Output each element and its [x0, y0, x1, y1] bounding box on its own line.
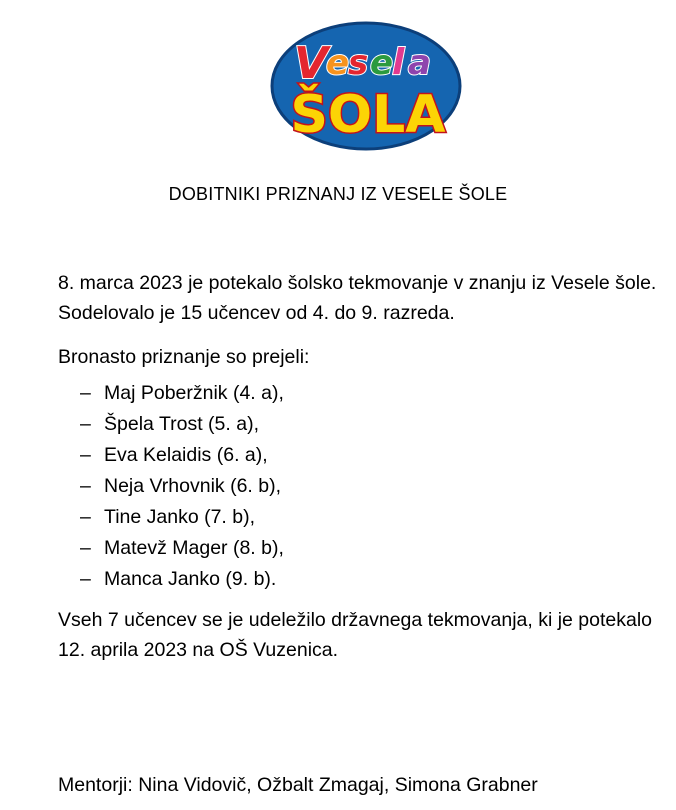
list-dash: – [80, 537, 91, 559]
logo-letter-e2: e [370, 43, 394, 83]
winner-name: Špela Trost (5. a), [104, 413, 259, 435]
list-item [58, 378, 658, 409]
logo-letter-a: a [408, 43, 431, 83]
winner-name: Neja Vrhovnik (6. b), [104, 475, 282, 497]
list-dash: – [80, 444, 91, 466]
list-item [58, 564, 658, 595]
list-dash: – [80, 568, 91, 590]
vesela-sola-logo [268, 16, 464, 152]
list-item [58, 471, 658, 502]
winner-name: Eva Kelaidis (6. a), [104, 444, 268, 466]
list-dash: – [80, 413, 91, 435]
list-item [58, 409, 658, 440]
winner-name: Tine Janko (7. b), [104, 506, 256, 528]
winner-name: Manca Janko (9. b). [104, 568, 277, 590]
logo-letter-l: l [392, 42, 405, 83]
list-dash: – [80, 475, 91, 497]
winners-list [58, 378, 658, 595]
logo-line2: ŠOLA [290, 85, 446, 145]
state-competition-paragraph: Vseh 7 učencev se je udeležilo državnega tekmovanja, ki je potekalo 12. aprila 2023 na OŠ Vuzenica. [58, 609, 653, 661]
list-item [58, 502, 658, 533]
bronze-heading: Bronasto priznanje so prejeli: [58, 346, 310, 368]
logo-graphic [268, 16, 464, 152]
list-item [58, 440, 658, 471]
list-dash: – [80, 506, 91, 528]
winner-name: Matevž Mager (8. b), [104, 537, 284, 559]
list-dash: – [80, 382, 91, 404]
logo-letter-e1: e [326, 43, 350, 83]
logo-letter-s: s [348, 43, 369, 83]
winner-name: Maj Poberžnik (4. a), [104, 382, 284, 404]
mentors-line: Mentorji: Nina Vidovič, Ožbalt Zmagaj, Simona Grabner [58, 774, 538, 796]
intro-paragraph: 8. marca 2023 je potekalo šolsko tekmovanje v znanju iz Vesele šole. Sodelovalo je 15 učencev od 4. do 9. razreda. [58, 272, 657, 324]
logo-letter-v: V [294, 38, 329, 89]
list-item [58, 533, 658, 564]
document-body [58, 268, 658, 665]
document-title: DOBITNIKI PRIZNANJ IZ VESELE ŠOLE [168, 184, 508, 204]
